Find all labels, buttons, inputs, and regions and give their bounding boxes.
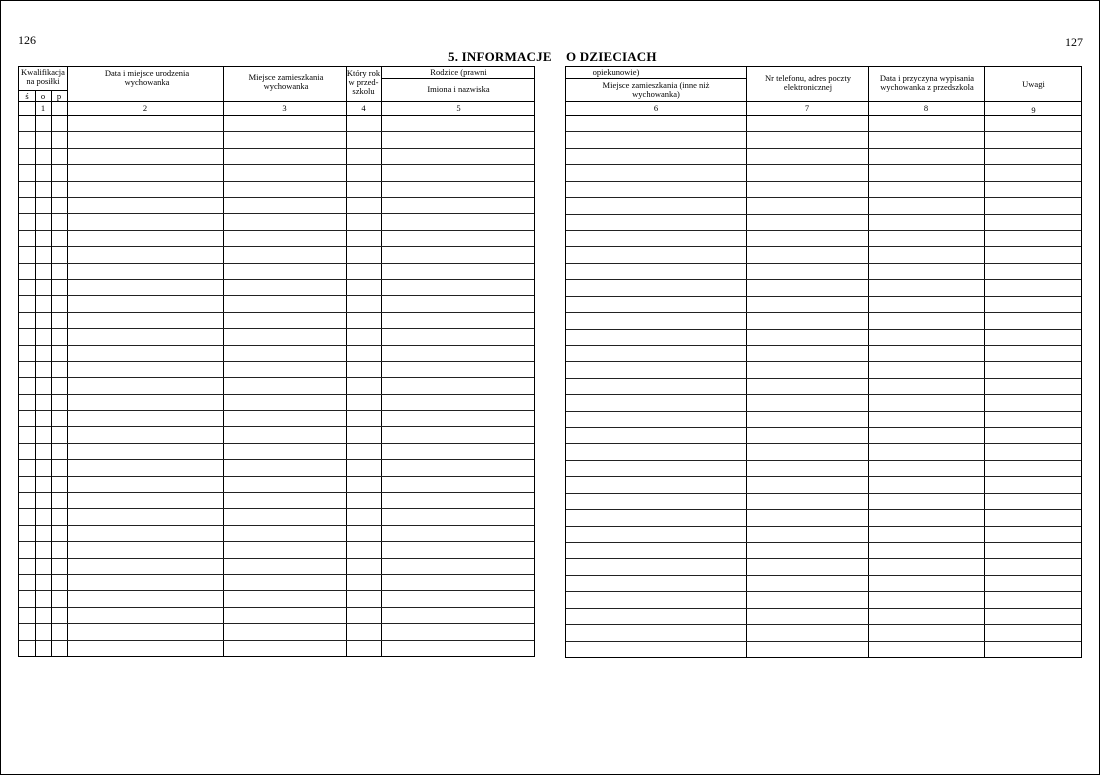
table-row [19, 213, 534, 214]
table-row [19, 181, 534, 182]
header-parents-right: opiekunowie) [592, 67, 640, 77]
table-row [566, 558, 1081, 559]
table-row [566, 460, 1081, 461]
table-row [19, 607, 534, 608]
header-col2: Data i miejsce urodzenia wychowanka [104, 68, 190, 87]
table-row [19, 476, 534, 477]
table-row [19, 197, 534, 198]
table-row [566, 230, 1081, 231]
table-row [19, 558, 534, 559]
header-meal-o: o [40, 91, 46, 101]
header-kwalifikacja: Kwalifikacja na posiłki [21, 67, 65, 86]
table-row [19, 443, 534, 444]
table-row [19, 574, 534, 575]
table-row [566, 148, 1081, 149]
table-row [566, 427, 1081, 428]
table-row [566, 181, 1081, 182]
table-row [19, 295, 534, 296]
column-number-9: 9 [1031, 105, 1036, 115]
table-row [566, 131, 1081, 132]
column-number-1: 1 [40, 103, 46, 113]
table-row [566, 641, 1081, 642]
right-register-table [565, 66, 1082, 658]
table-row [19, 492, 534, 493]
section-title-right: O DZIECIACH [566, 49, 657, 64]
table-row [566, 575, 1081, 576]
table-row [566, 329, 1081, 330]
table-row [19, 426, 534, 427]
table-row [566, 361, 1081, 362]
table-row [19, 623, 534, 624]
table-row [566, 378, 1081, 379]
table-row [19, 410, 534, 411]
column-number-7: 7 [804, 103, 810, 113]
page-number-right: 127 [1065, 35, 1083, 49]
column-number-2: 2 [142, 103, 148, 113]
table-row [19, 394, 534, 395]
header-parents-left: Rodzice (prawni [430, 67, 487, 77]
page-number-left: 126 [18, 33, 36, 47]
table-row [566, 197, 1081, 198]
table-row [19, 148, 534, 149]
table-row [19, 345, 534, 346]
header-col6: Miejsce zamieszkania (inne niż wychowanka) [602, 80, 710, 99]
table-row [566, 526, 1081, 527]
table-row [566, 246, 1081, 247]
left-register-table [18, 66, 535, 657]
column-number-4: 4 [361, 103, 366, 113]
header-meal-p: p [56, 91, 62, 101]
table-row [19, 230, 534, 231]
table-row [566, 296, 1081, 297]
header-col3: Miejsce zamieszkania wychowanka [248, 72, 324, 91]
table-row [566, 608, 1081, 609]
table-row [19, 312, 534, 313]
header-col9: Uwagi [1022, 79, 1045, 89]
table-row [19, 131, 534, 132]
table-row [19, 541, 534, 542]
table-row [19, 361, 534, 362]
header-col8: Data i przyczyna wypisania wychowanka z przedszkola [879, 73, 975, 92]
table-row [566, 263, 1081, 264]
table-row [19, 377, 534, 378]
table-row [19, 279, 534, 280]
column-number-3: 3 [282, 103, 287, 113]
table-row [19, 328, 534, 329]
header-col7: Nr telefonu, adres poczty elektronicznej [765, 73, 851, 92]
table-row [566, 164, 1081, 165]
table-row [566, 312, 1081, 313]
table-row [19, 459, 534, 460]
table-row [19, 246, 534, 247]
table-row [566, 476, 1081, 477]
column-number-8: 8 [923, 103, 929, 113]
table-row [566, 542, 1081, 543]
table-row [566, 493, 1081, 494]
table-row [566, 591, 1081, 592]
header-meal-s: ś [25, 91, 29, 101]
section-title-left: 5. INFORMACJE [448, 49, 552, 64]
table-row [19, 590, 534, 591]
table-row [566, 214, 1081, 215]
column-number-5: 5 [456, 103, 461, 113]
table-row [19, 263, 534, 264]
table-row [566, 624, 1081, 625]
table-row [566, 279, 1081, 280]
header-col4: Który rok w przed-szkolu [346, 68, 381, 96]
table-row [566, 411, 1081, 412]
table-row [566, 345, 1081, 346]
header-col5: Imiona i nazwiska [427, 84, 490, 94]
table-row [19, 508, 534, 509]
table-row [19, 525, 534, 526]
column-number-6: 6 [653, 103, 659, 113]
table-row [19, 640, 534, 641]
table-row [19, 164, 534, 165]
table-row [566, 394, 1081, 395]
table-row [566, 509, 1081, 510]
table-row [566, 443, 1081, 444]
